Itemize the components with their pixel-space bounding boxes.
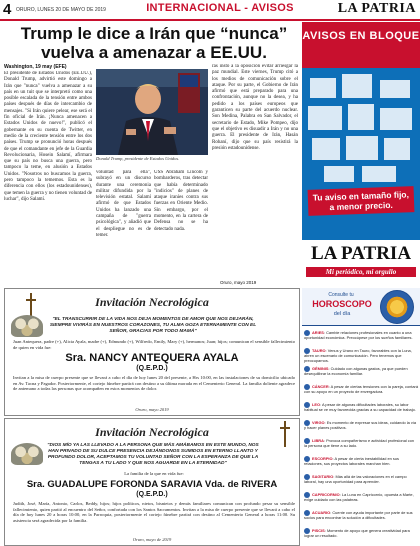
- obituary-family: Juan Antequera, padre (+), Alicia Ayala, madre (+), Edmundo (+), Wilfredo, Emily, Mary (+), hermanos; Juan; hijos; comunican el sensible fallecimiento de quien en vida fue:: [13, 339, 295, 350]
- obituary-body: Invitan a la misa de cuerpo presente que se llevará a cabo el día de hoy lunes 20 del presente, a Hrs 10:00, en las instalaciones de su domicilio ubicado en Av. Tacna y Pagador. Posteriormente, el cortejo fúnebre partirá con destino a su última morada en el Cementerio General. La familia doliente agradece de antemano a todas las personas que acompañen en estos momentos de dolor.: [13, 375, 295, 392]
- horoscope-sign-name: LEO: [312, 402, 320, 408]
- ad-tile: [380, 108, 412, 130]
- obituary-nancy: [4, 288, 300, 416]
- horoscope-sign-name: CÁNCER: [312, 384, 329, 390]
- page-header: [0, 0, 420, 20]
- horoscope-sign-text: La Luna en Capricornio, opuesta a Marte, exige cuidado con las palabras.: [304, 492, 414, 502]
- page-date: ORURO, LUNES 20 DE MAYO DE 2019: [16, 7, 106, 13]
- horoscope-item: GÉMINIS: Cuidado con algunas gastos, ya que pueden desequilibrar la economía familiar.: [304, 366, 408, 376]
- horoscope-sign-text: Venus y Urano en Tauro, favorables con la Luna, abren un escenario de comunicación. Pero tenemos que preocuparnos.: [304, 348, 412, 363]
- ad-tile: [362, 166, 396, 182]
- article-column-4: ras instó a la oposición evitar arriesgar la paz mundial. Este viernes, Trump citó a los medios de comunicación sobre el ataque. Por su parte, el Gobierno de Irán afirmó que está preparado para una confrontación, aunque no la desea, y ha pedido a los países europeos que garanticen su parte del acuerdo nuclear. Son Medina, Palabra en San Salvador, el secretario de Estado, Mike Pompeo, dijo que el objetivo es disuadir a Irán y no una guerra. El presidente de Irán, Hasán Rohaní, dijo que su país resistirá la presión estadounidense.: [212, 64, 298, 151]
- horoscope-sign-text: Momento de apoyo que genera creatividad para lograr un resultado.: [304, 528, 410, 538]
- brand-name: LA PATRIA: [337, 1, 416, 16]
- ad-tile: [324, 166, 354, 182]
- horoscope-sign-text: Cuidado con algunas gastos, ya que pueden desequilibrar la economía familiar.: [304, 366, 408, 376]
- horoscope-item: CAPRICORNIO: La Luna en Capricornio, opuesta a Marte, exige cuidado con las palabras.: [304, 492, 414, 502]
- promo-panel: [302, 68, 420, 240]
- sidebar: [302, 22, 420, 546]
- horoscope-sign-text: Más allá de las valoraciones en el campo laboral, hay una oportunidad para aprender.: [304, 474, 407, 484]
- article-headline: Trump le dice a Irán que “nunca” vuelva a amenazar a EE.UU.: [20, 24, 288, 62]
- ad-tile: [380, 80, 410, 98]
- horoscope-sign-name: ARIES: [312, 330, 324, 336]
- horoscope-sign-name: SAGITARIO: [312, 474, 334, 480]
- horoscope-consult: Consulte tu: [328, 292, 354, 298]
- la-patria-slogan: Mi periódico, mi orgullo: [306, 267, 416, 277]
- flowers-icon: [11, 315, 43, 337]
- horoscope-item: SAGITARIO: Más allá de las valoraciones en el campo laboral, hay una oportunidad para aprender.: [304, 474, 407, 484]
- obituary-quote: "EL TRANSCURRIR DE LA VIDA NOS DEJA MOMENTOS DE AMOR QUE NOS DEJARÁN, SIEMPRE VIVIRÁS EN NUESTROS CORAZONES, TU ALMA GOZA ETERNAMENTE CON EL SEÑOR, GRACIAS POR TODO MAMÁ": [49, 317, 257, 334]
- horoscope-section: [302, 288, 420, 546]
- la-patria-ad: [302, 240, 420, 288]
- ad-tile: [342, 74, 372, 98]
- obituary-quote: "DIOS MÍO YA LAS LLEVADO A LA PERSONA QUE MÁS AMÁBAMOS EN ESTE MUNDO, NOS HAN PRIVADO DE SU DULCE PRESENCIA DEJÁNDONOS SUMIDOS EN ETERNO LLANTO Y PROFUNDO DOLOR, ACEPTAMOS TU VOLUNTAD SEÑOR CON LA ESPERANZA DE QUE LA TENGAS A TU LADO Y QUE NOS AGUARDE EN LA ETERNIDAD": [47, 443, 259, 466]
- horoscope-item: LEO: A pesar de algunas dificultades laborales, su labor habitual se ve muy favorecida gracias a su capacidad de trabajo.: [304, 402, 416, 412]
- obituary-place: Oruro, mayo de 2019: [132, 537, 172, 542]
- horoscope-title: HOROSCOPO: [312, 299, 372, 309]
- horoscope-sign-name: ESCORPIO: [312, 456, 333, 462]
- horoscope-item: ESCORPIO: A pesar de cierta inestabilidad en sus relaciones, sus proyectos laborales marchan bien.: [304, 456, 399, 466]
- la-patria-logo: LA PATRIA: [310, 243, 412, 264]
- horoscope-sign-name: GÉMINIS: [312, 366, 329, 372]
- obituary-guadalupe: [4, 418, 300, 546]
- flowers-icon: [11, 443, 43, 465]
- header-divider: [0, 19, 420, 21]
- promo-text: Tu aviso en tamaño fijo, a menor precio.: [308, 186, 415, 216]
- horoscope-sign-text: A pesar de algunas dificultades laborales, su labor habitual se ve muy favorecida gracias a su capacidad de trabajo.: [304, 402, 416, 412]
- horoscope-sign-text: Cuente con ayuda importante por parte de sus socios para encontrar la solución a dificultades.: [304, 510, 413, 520]
- obituary-place: Oruro, mayo 2019: [135, 407, 169, 412]
- ad-tile: [312, 138, 340, 160]
- horoscope-sign-name: PISCIS: [312, 528, 325, 534]
- article-column-2: voluntad para ella", subrayó en un discurso durante una ceremonia militar difundida por la televisión estatal. Salamí afirmó de que Estados Unidos ha lanzado una campaña de "guerra psicológica", y añadió que el despliegue no es de temer.: [96, 170, 151, 238]
- trump-photo-illustration: [96, 69, 208, 155]
- avisos-banner: AVISOS EN BLOQUE: [302, 22, 420, 68]
- section-title: INTERNACIONAL - AVISOS: [130, 2, 310, 16]
- obituary-family: La familia de la que en vida fue:: [124, 471, 184, 476]
- ad-tile: [384, 138, 410, 160]
- page-number: 4: [3, 1, 12, 18]
- qepd-label: (Q.E.P.D.): [136, 491, 168, 498]
- photo-caption: Donald Trump, presidente de Estados Unidos.: [96, 156, 180, 161]
- deceased-name: Sra. NANCY ANTEQUERA AYALA: [65, 352, 239, 364]
- horoscope-sign-name: CAPRICORNIO: [312, 492, 340, 498]
- horoscope-subtitle: del día: [333, 311, 351, 317]
- horoscope-item: ACUARIO: Cuente con ayuda importante por parte de sus socios para encontrar la solución a dificultades.: [304, 510, 413, 520]
- ad-tile: [346, 136, 378, 160]
- horoscope-sign-text: A pesar de cierta inestabilidad en sus relaciones, sus proyectos laborales marchan bien.: [304, 456, 399, 466]
- article-footnote: Oruro, mayo 2019: [220, 280, 257, 285]
- horoscope-sign-text: Cambie relaciones profesionales en cuanto a una oportunidad económica. Preocúpese por los sueños familiares.: [304, 330, 413, 340]
- horoscope-item: TAURO: Venus y Urano en Tauro, favorables con la Luna, abren un escenario de comunicación. Pero tenemos que preocuparnos.: [304, 348, 412, 363]
- zodiac-wheel-icon: [380, 290, 414, 324]
- horoscope-item: ARIES: Cambie relaciones profesionales en cuanto a una oportunidad económica. Preocúpese por los sueños familiares.: [304, 330, 413, 340]
- obituary-title: Invitación Necrológica: [95, 295, 209, 309]
- obituary-title: Invitación Necrológica: [95, 425, 209, 439]
- horoscope-sign-name: VIRGO: [312, 420, 325, 426]
- horoscope-sign-name: ACUARIO: [312, 510, 331, 516]
- horoscope-sign-name: TAURO: [312, 348, 326, 354]
- horoscope-item: VIRGO: Es momento de expresar sus ideas, cuidando la vía y hacer planes positivos.: [304, 420, 417, 430]
- article-dateline: Washington, 19 may (EFE): [4, 64, 67, 70]
- horoscope-sign-text: A pesar de ciertas tensiones con la pareja, contará con su apoyo en un proyecto de envergadura.: [304, 384, 418, 394]
- ad-tile: [310, 78, 336, 98]
- article-column-3: USS Abraham Lincoln y bombarderos, tras detectar que había determinado "indicios" de planes de ataque iraníes contra sus fuerzas en Oriente Medio. Sin embargo, por el momento, en la cartera de Defensa no se ha detectado nada.: [154, 170, 208, 232]
- obituary-body: Judith, José, María, Antonio, Carlos, Beddy, hijos; hijos políticos, nietos, bisnietos y demás familiares comunican con profundo pesar su sensible fallecimiento, quien partió al encuentro del Señor, confortada con los Santos Sacramentos. Invitan a la misa de cuerpo presente que se llevará a cabo el día de hoy lunes 20 a horas 10:00, en la Parroquia, posteriormente el cortejo fúnebre partirá con destino al Cementerio General a horas 11:00. Su asistencia será agradecida por la familia.: [13, 501, 295, 524]
- ad-tile: [348, 104, 374, 130]
- ad-tile: [308, 106, 342, 130]
- qepd-label: (Q.E.P.D.): [136, 365, 168, 372]
- horoscope-sign-name: LIBRA: [312, 438, 324, 444]
- horoscope-item: PISCIS: Momento de apoyo que genera creatividad para lograr un resultado.: [304, 528, 410, 538]
- horoscope-sign-text: Es momento de expresar sus ideas, cuidando la vía y hacer planes positivos.: [304, 420, 417, 430]
- horoscope-item: LIBRA: Provoca compañerismo e actividad profesional con la persona que tiene a su lado.: [304, 438, 415, 448]
- cross-icon: [279, 421, 291, 447]
- deceased-name: Sra. GUADALUPE FORONDA SARAVIA Vda. de RIVERA: [26, 479, 278, 490]
- article-column-1: El presidente de Estados Unidos (EE.UU.), Donald Trump, advirtió este domingo a Irán que "nunca" vuelva a amenazar a su país en un tuit que se interpretó como una posible escalada de la tensión entre ambos países después de días de intercambio de mensajes. "Si Irán quiere pelear, ese será el fin oficial de Irán. ¡Nunca amenacen a Estados Unidos de nuevo!", publicó el gobernante en su cuenta de Twitter, en medio de la creciente tensión entre los dos países. Trump se pronunció horas después de que el comandante en jefe de la Guardia Revolucionaria, Hosein Salamí, afirmara que su país no busca una guerra, pero tampoco la teme, en alusión a Estados Unidos. "Nosotros no buscamos la guerra, pero tampoco la tememos. Esta es la diferencia con ellos (los estadounidenses), que temen la guerra y no tienen voluntad de luchar", dijo Salamí.: [4, 71, 92, 202]
- trump-photo: [96, 69, 208, 155]
- horoscope-sign-text: Provoca compañerismo e actividad profesional con la persona que tiene a su lado.: [304, 438, 415, 448]
- horoscope-header: [302, 288, 420, 326]
- horoscope-item: CÁNCER: A pesar de ciertas tensiones con la pareja, contará con su apoyo en un proyecto de envergadura.: [304, 384, 418, 394]
